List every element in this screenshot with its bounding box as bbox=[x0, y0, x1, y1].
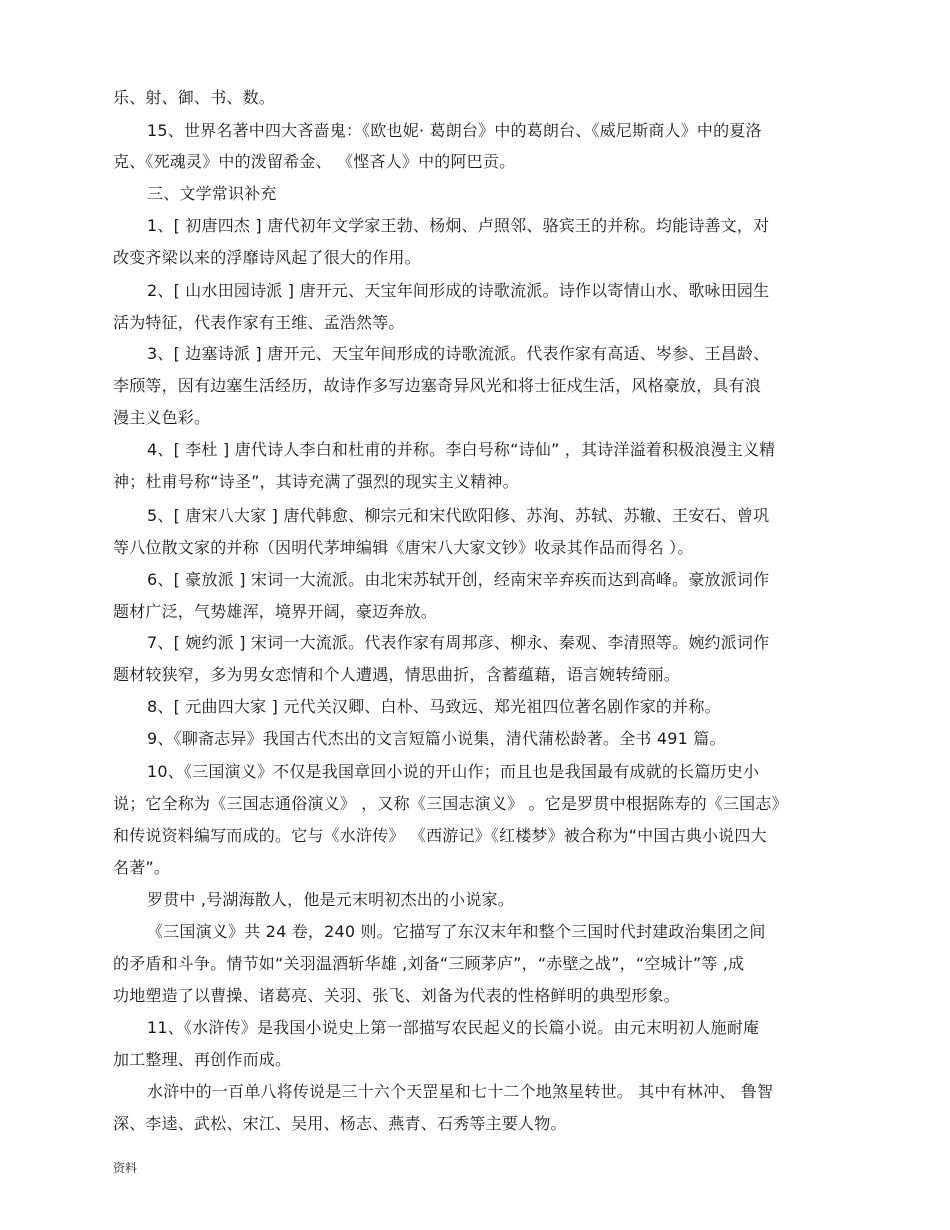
text-line: 8、[ 元曲四大家 ] 元代关汉卿、白朴、马致远、郑光祖四位著名剧作家的并称。 bbox=[147, 697, 721, 716]
text-line: 11、《水浒传》是我国小说史上第一部描写农民起义的长篇小说。由元末明初人施耐庵 bbox=[147, 1018, 760, 1037]
text-line: 活为特征，代表作家有王维、孟浩然等。 bbox=[113, 313, 405, 332]
text-line: 6、[ 豪放派 ] 宋词一大流派。由北宋苏轼开创，经南宋辛弃疾而达到高峰。豪放派词作 bbox=[147, 570, 770, 589]
text-line: 7、[ 婉约派 ] 宋词一大流派。代表作家有周邦彦、柳永、秦观、李清照等。婉约派词作 bbox=[147, 633, 770, 652]
text-line: 克、《死魂灵》中的泼留希金、 《悭吝人》中的阿巴贡。 bbox=[113, 152, 516, 171]
text-line: 说；它全称为《三国志通俗演义》 ，又称《三国志演义》 。它是罗贯中根据陈寿的《三国志》 bbox=[113, 794, 788, 813]
text-line: 加工整理、再创作而成。 bbox=[113, 1050, 292, 1069]
text-line: 李颀等，因有边塞生活经历，故诗作多写边塞奇异风光和将士征戍生活，风格豪放，具有浪 bbox=[113, 376, 762, 395]
section-heading: 三、文学常识补充 bbox=[147, 184, 277, 203]
text-line: 功地塑造了以曹操、诸葛亮、关羽、张飞、刘备为代表的性格鲜明的典型形象。 bbox=[113, 986, 681, 1005]
text-line: 水浒中的一百单八将传说是三十六个天罡星和七十二个地煞星转世。 其中有林冲、 鲁智 bbox=[147, 1082, 774, 1101]
text-line: 3、[ 边塞诗派 ] 唐开元、天宝年间形成的诗歌流派。代表作家有高适、岑参、王昌龄、 bbox=[147, 344, 770, 363]
text-line: 15、世界名著中四大吝啬鬼：《欧也妮· 葛朗台》中的葛朗台、《威尼斯商人》中的夏洛 bbox=[147, 121, 762, 140]
text-line: 名著”。 bbox=[113, 858, 171, 877]
text-line: 乐、射、御、书、数。 bbox=[113, 88, 276, 107]
page-footer: 资料 bbox=[113, 1161, 138, 1175]
text-line: 《三国演义》共 24 卷，240 则。它描写了东汉末年和整个三国时代封建政治集团之间 bbox=[147, 922, 766, 941]
text-line: 改变齐梁以来的浮靡诗风起了很大的作用。 bbox=[113, 248, 421, 267]
text-line: 的矛盾和斗争。情节如“关羽温酒斩华雄 ,刘备“三顾茅庐”，“赤壁之战”，“空城计”等 ,成 bbox=[113, 954, 745, 973]
text-line: 2、[ 山水田园诗派 ] 唐开元、天宝年间形成的诗歌流派。诗作以寄情山水、歌咏田园生 bbox=[147, 281, 770, 300]
text-line: 4、[ 李杜 ] 唐代诗人李白和杜甫的并称。李白号称“诗仙” ，其诗洋溢着积极浪漫主义精 bbox=[147, 440, 776, 459]
text-line: 5、[ 唐宋八大家 ] 唐代韩愈、柳宗元和宋代欧阳修、苏洵、苏轼、苏辙、王安石、曾巩 bbox=[147, 506, 770, 525]
text-line: 题材较狭窄，多为男女恋情和个人遭遇，情思曲折，含蓄蕴藉，语言婉转绮丽。 bbox=[113, 665, 681, 684]
text-line: 9、《聊斋志异》我国古代杰出的文言短篇小说集，清代蒲松龄著。全书 491 篇。 bbox=[147, 729, 726, 748]
text-line: 10、《三国演义》不仅是我国章回小说的开山作；而且也是我国最有成就的长篇历史小 bbox=[147, 762, 760, 781]
text-line: 等八位散文家的并称（因明代茅坤编辑《唐宋八大家文钞》收录其作品而得名 ）。 bbox=[113, 538, 694, 557]
text-line: 深、李逵、武松、宋江、吴用、杨志、燕青、石秀等主要人物。 bbox=[113, 1114, 567, 1133]
text-line: 和传说资料编写而成的。它与《水浒传》 《西游记》《红楼梦》被合称为“中国古典小说四大 bbox=[113, 826, 767, 845]
text-line: 题材广泛，气势雄浑，境界开阔，豪迈奔放。 bbox=[113, 602, 438, 621]
text-line: 神；杜甫号称“诗圣”，其诗充满了强烈的现实主义精神。 bbox=[113, 472, 519, 491]
text-line: 漫主义色彩。 bbox=[113, 408, 211, 427]
text-line: 罗贯中 ,号湖海散人，他是元末明初杰出的小说家。 bbox=[147, 890, 514, 909]
text-line: 1、[ 初唐四杰 ] 唐代初年文学家王勃、杨炯、卢照邻、骆宾王的并称。均能诗善文，对 bbox=[147, 216, 770, 235]
